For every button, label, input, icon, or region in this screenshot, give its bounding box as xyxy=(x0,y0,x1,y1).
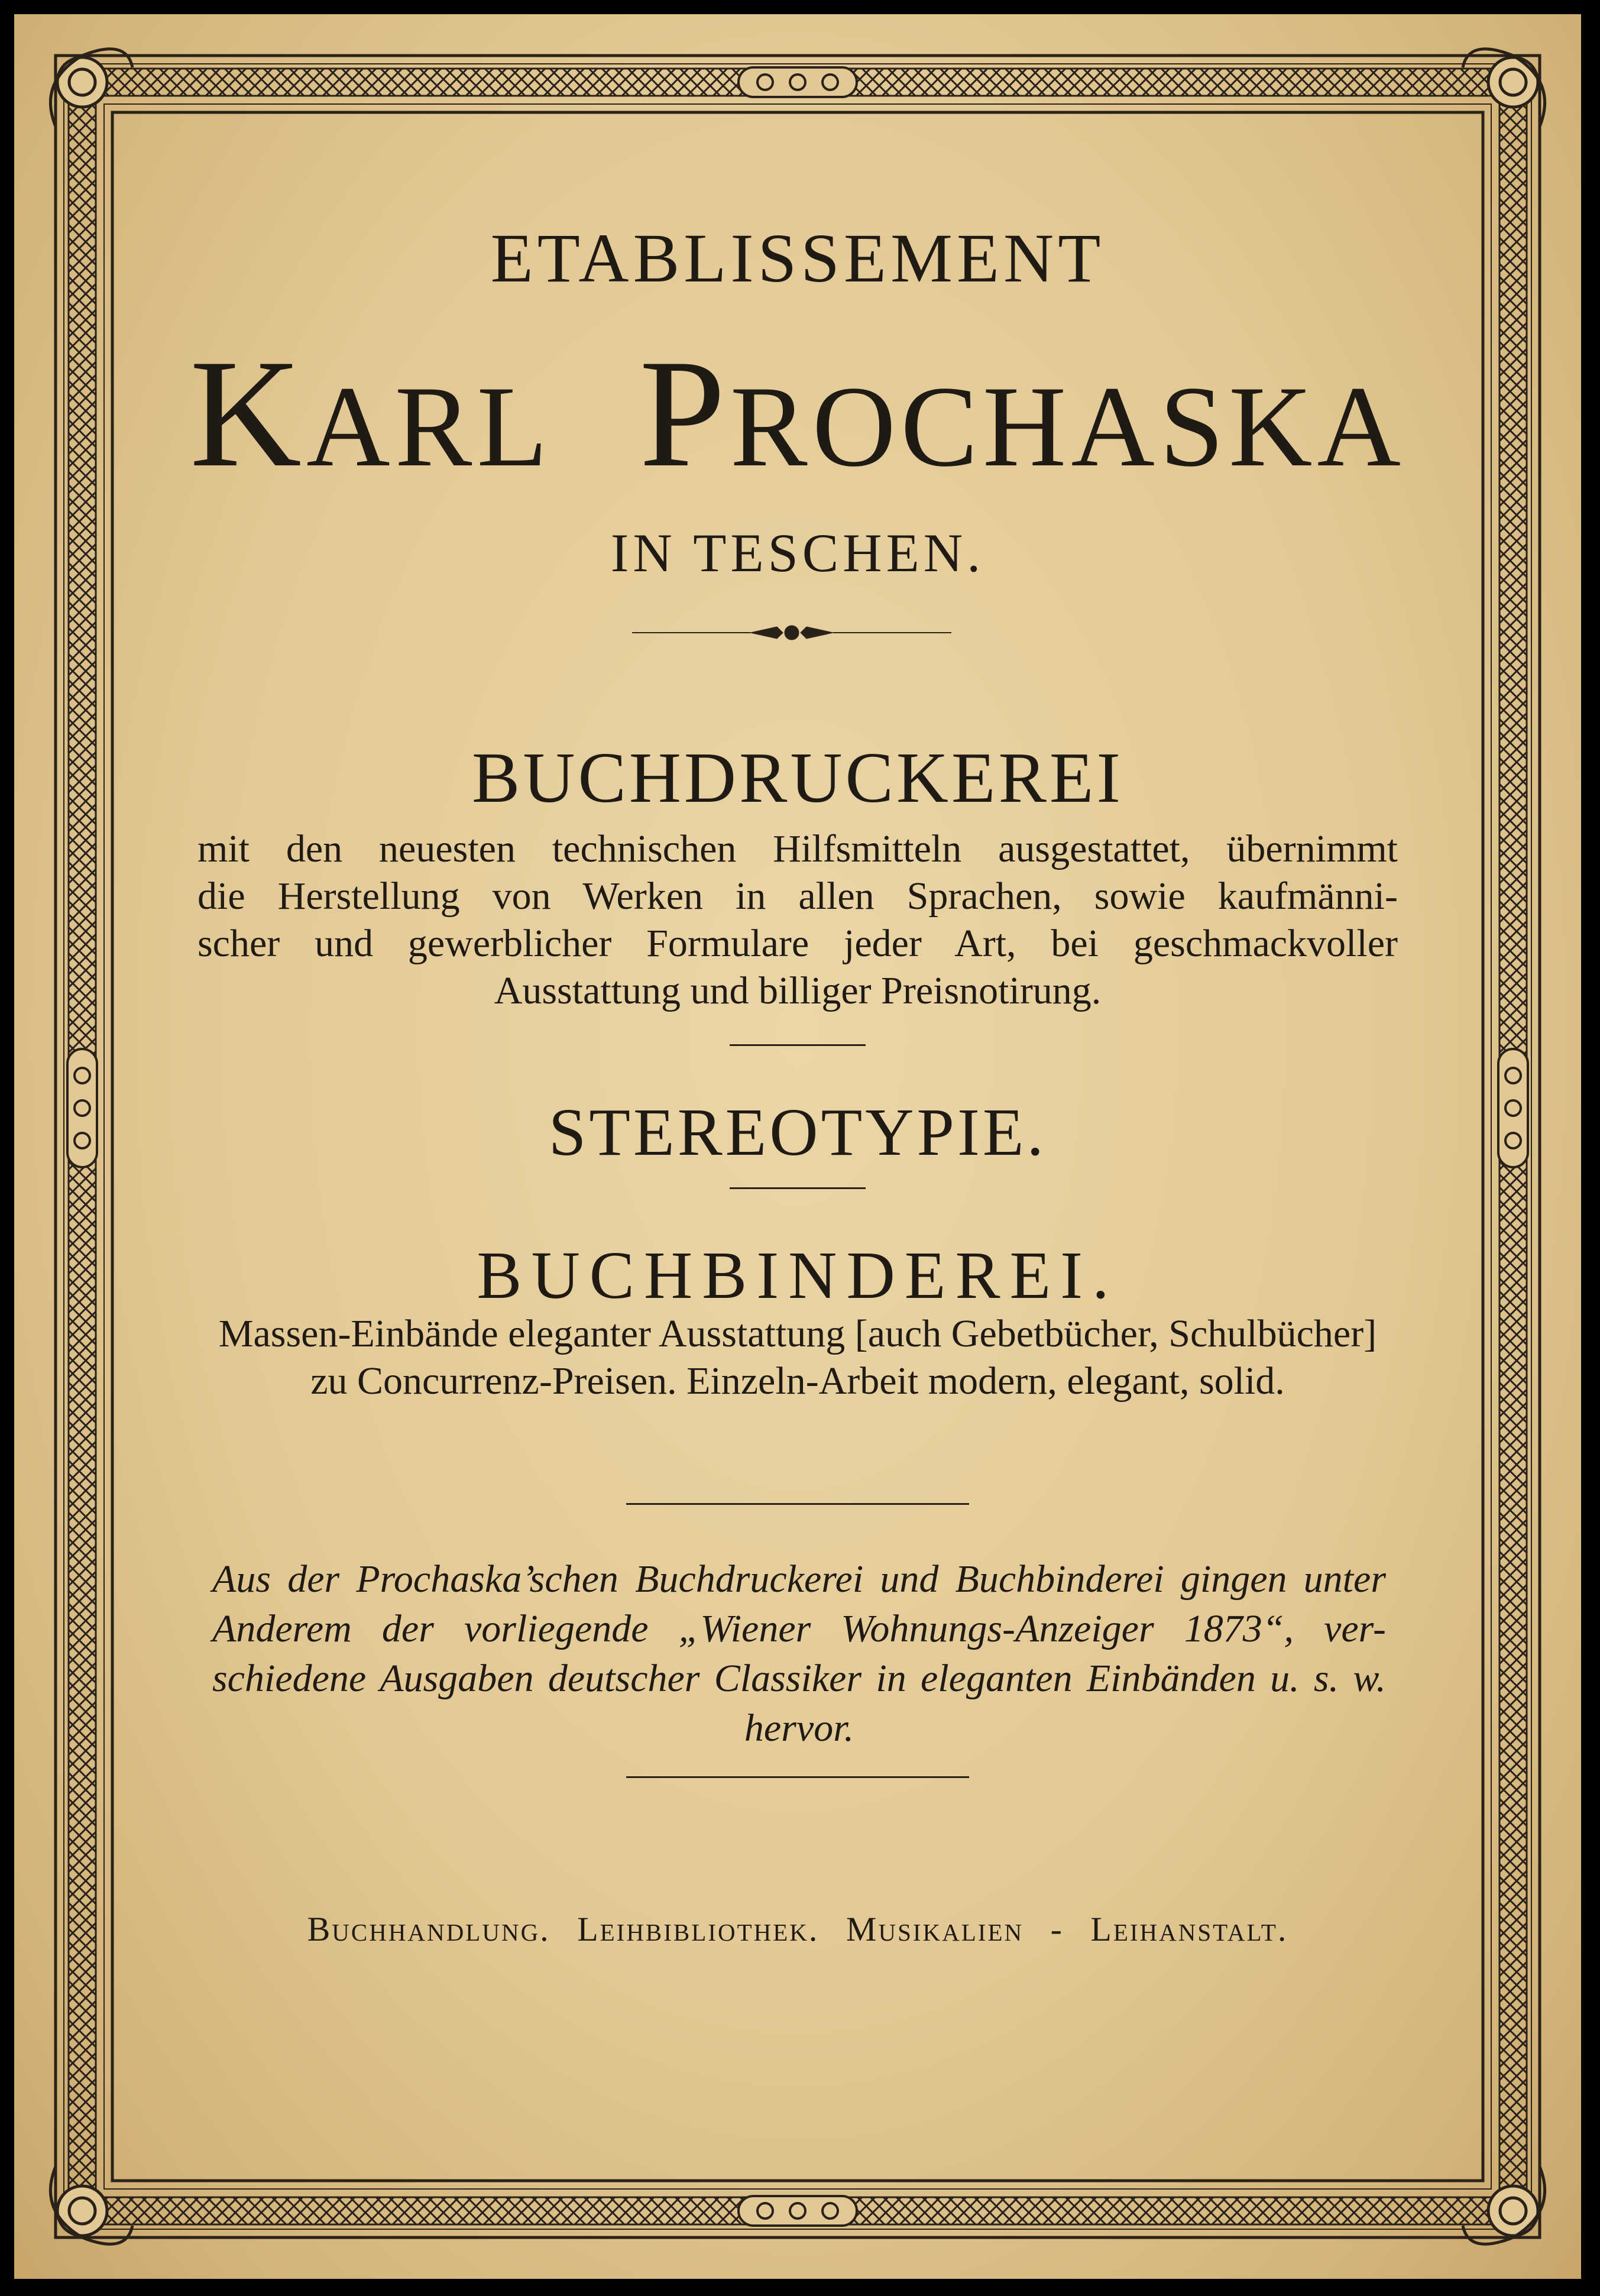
heading-buchbinderei: BUCHBINDEREI. xyxy=(477,1238,1119,1313)
description-line: Ausstattung und billiger Preisnotirung. xyxy=(494,969,1102,1012)
establishment-label: ETABLISSEMENT xyxy=(490,219,1105,297)
footer-item-buchhandlung: Buchhandlung. xyxy=(307,1910,550,1948)
divider-rule xyxy=(730,1187,866,1189)
description-line: Massen-Einbände eleganter Ausstattung [auch Gebetbücher, Schulbücher] xyxy=(218,1312,1377,1355)
note-line: Aus der Prochaska’schen Buchdruckerei und Buchbinderei gingen unter xyxy=(212,1557,1386,1601)
divider-rule xyxy=(626,1776,969,1778)
note-line: schiedene Ausgaben deutscher Classiker in eleganten Einbänden u. s. w. xyxy=(212,1657,1386,1700)
buchbinderei-description xyxy=(14,1310,1581,1405)
italic-note xyxy=(212,1555,1386,1753)
company-name xyxy=(14,325,1581,503)
ornamental-divider xyxy=(632,626,951,640)
location-label: IN TESCHEN. xyxy=(610,523,985,583)
description-line: die Herstellung von Werken in allen Sprachen, sowie kaufmänni- xyxy=(197,875,1398,918)
footer-item-musikalien: Musikalien - Leihanstalt. xyxy=(846,1910,1288,1948)
footer-item-leihbibliothek: Leihbibliothek. xyxy=(577,1910,820,1948)
divider-rule xyxy=(626,1503,969,1505)
company-name-last-rest: ROCHASKA xyxy=(730,362,1406,491)
divider-rule xyxy=(730,1044,866,1046)
company-name-initial-p: P xyxy=(639,328,730,499)
company-name-initial-k: K xyxy=(189,328,307,499)
heading-buchdruckerei: BUCHDRUCKEREI xyxy=(471,738,1124,818)
document-page xyxy=(14,14,1581,2279)
buchdruckerei-description xyxy=(197,825,1398,1015)
note-line: hervor. xyxy=(744,1706,854,1750)
note-line: Anderem der vorliegende „Wiener Wohnungs-Anzeiger 1873“, ver- xyxy=(212,1607,1386,1650)
description-line: zu Concurrenz-Preisen. Einzeln-Arbeit modern, elegant, solid. xyxy=(310,1359,1285,1403)
heading-stereotypie: STEREOTYPIE. xyxy=(548,1094,1047,1170)
description-line: mit den neuesten technischen Hilfsmitteln ausgestattet, übernimmt xyxy=(197,827,1398,870)
footer-services xyxy=(14,1909,1581,1949)
company-name-first-rest: ARL xyxy=(306,362,553,491)
description-line: scher und gewerblicher Formulare jeder Art, bei geschmackvoller xyxy=(197,922,1398,965)
